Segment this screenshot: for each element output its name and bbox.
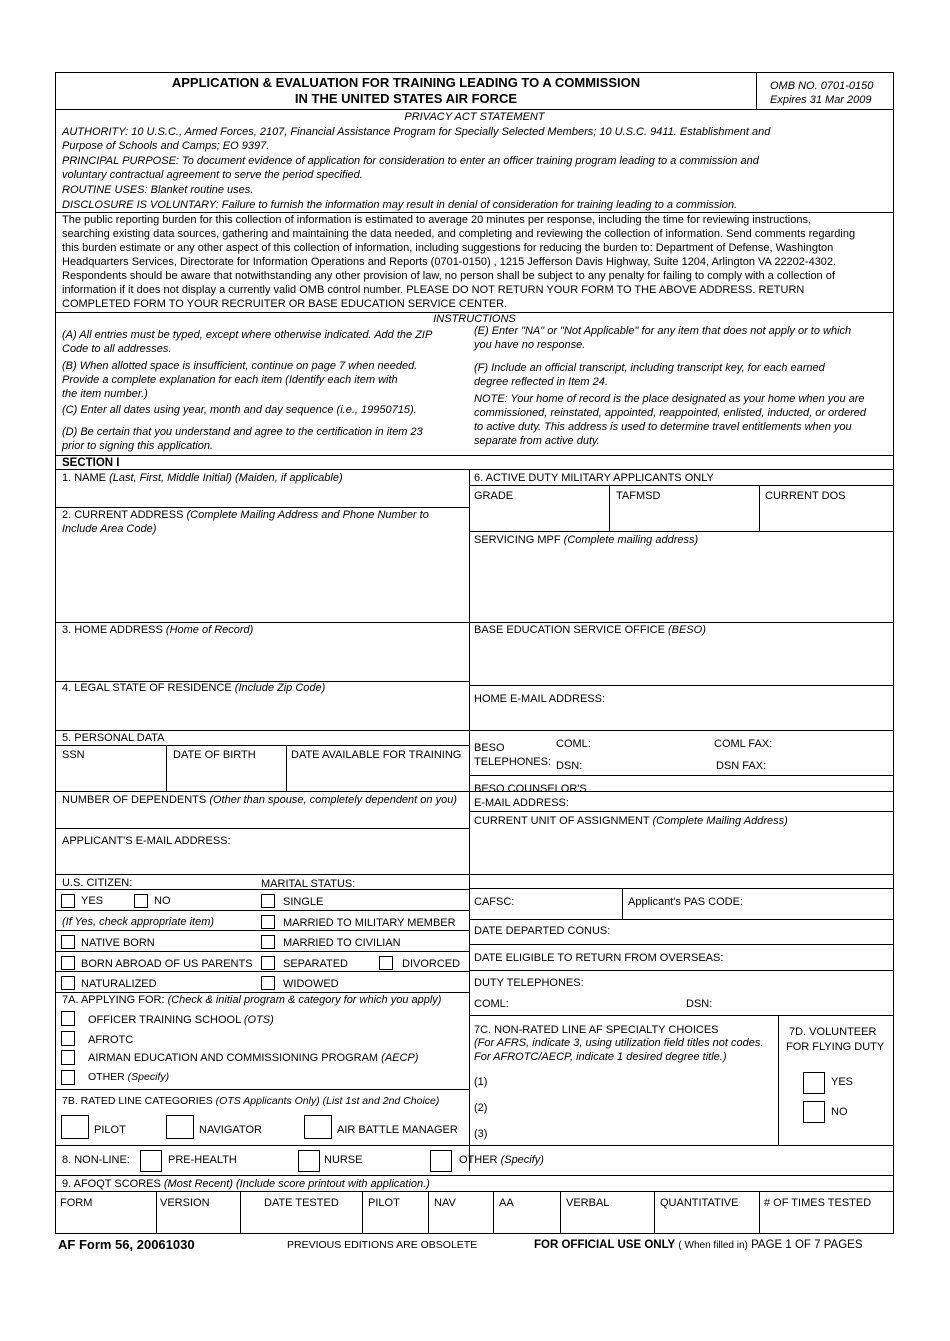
afrotc-label: AFROTC — [88, 1034, 134, 1046]
instruction-note: to active duty. This address is used to determine travel entitlements when you — [474, 421, 852, 433]
married-military-checkbox[interactable] — [261, 915, 275, 929]
single-checkbox[interactable] — [261, 894, 275, 908]
instruction-d: (D) Be certain that you understand and agree to the certification in item 23 — [62, 426, 423, 438]
afrotc-checkbox[interactable] — [61, 1031, 75, 1046]
nurse-checkbox[interactable] — [298, 1150, 320, 1172]
afoqt-nav-header: NAV — [434, 1197, 456, 1209]
flying-duty-yes-checkbox[interactable] — [803, 1072, 825, 1094]
beso-counselor-label-2: E-MAIL ADDRESS: — [474, 797, 569, 809]
afoqt-times-tested-header: # OF TIMES TESTED — [764, 1197, 872, 1209]
duty-coml-label: COML: — [474, 998, 509, 1010]
instruction-note: separate from active duty. — [474, 435, 600, 447]
item7d-label-2: FOR FLYING DUTY — [786, 1041, 885, 1053]
ssn-label: SSN — [62, 749, 85, 761]
afoqt-version-header: VERSION — [160, 1197, 210, 1209]
other-program-checkbox[interactable] — [61, 1070, 75, 1085]
born-abroad-label: BORN ABROAD OF US PARENTS — [81, 958, 253, 970]
aecp-label: AIRMAN EDUCATION AND COMMISSIONING PROGRAM (AECP) — [88, 1052, 419, 1064]
instruction-a: (A) All entries must be typed, except where otherwise indicated. Add the ZIP — [62, 329, 433, 341]
item1-label: 1. NAME (Last, First, Middle Initial) (Maiden, if applicable) — [62, 472, 343, 484]
section-i-heading: SECTION I — [62, 457, 120, 469]
citizen-yes-checkbox[interactable] — [61, 894, 75, 908]
afoqt-verbal-header: VERBAL — [566, 1197, 610, 1209]
citizen-no-checkbox[interactable] — [134, 894, 148, 908]
burden-line: COMPLETED FORM TO YOUR RECRUITER OR BASE EDUCATION SERVICE CENTER. — [62, 298, 508, 310]
single-label: SINGLE — [283, 896, 324, 908]
beso-dsn-label: DSN: — [556, 760, 583, 772]
burden-line: this burden estimate or any other aspect of this collection of information, including suggestions for reducing the burden to: Department of Defense, Washington — [62, 242, 834, 254]
aecp-checkbox[interactable] — [61, 1050, 75, 1065]
beso-coml-fax-label: COML FAX: — [714, 738, 773, 750]
previous-editions-note: PREVIOUS EDITIONS ARE OBSOLETE — [287, 1239, 478, 1251]
beso-dsn-fax-label: DSN FAX: — [716, 760, 767, 772]
instruction-b: (B) When allotted space is insufficient, continue on page 7 when needed. — [62, 360, 418, 372]
duty-dsn-label: DSN: — [686, 998, 713, 1010]
marital-status-label: MARITAL STATUS: — [261, 878, 356, 890]
item2-label: 2. CURRENT ADDRESS (Complete Mailing Address and Phone Number to — [62, 509, 429, 521]
item7b-label: 7B. RATED LINE CATEGORIES (OTS Applicants Only) (List 1st and 2nd Choice) — [62, 1095, 440, 1107]
other-nonline-checkbox[interactable] — [430, 1150, 452, 1172]
separated-label: SEPARATED — [283, 958, 348, 970]
instruction-c: (C) Enter all dates using year, month and day sequence (i.e., 19950715). — [62, 404, 417, 416]
applicant-email-label: APPLICANT'S E-MAIL ADDRESS: — [62, 835, 231, 847]
navigator-choice-box[interactable] — [166, 1115, 194, 1139]
form-title-line1: APPLICATION & EVALUATION FOR TRAINING LEADING TO A COMMISSION — [171, 75, 641, 90]
dependents-label: NUMBER OF DEPENDENTS (Other than spouse, completely dependent on you) — [62, 794, 457, 806]
flying-duty-yes-label: YES — [831, 1076, 854, 1088]
afoqt-form-header: FORM — [60, 1197, 93, 1209]
instruction-a: Code to all addresses. — [62, 343, 172, 355]
cafsc-label: CAFSC: — [474, 896, 515, 908]
afoqt-pilot-header: PILOT — [368, 1197, 400, 1209]
instruction-d: prior to signing this application. — [62, 440, 214, 452]
us-citizen-label: U.S. CITIZEN: — [62, 877, 133, 889]
naturalized-label: NATURALIZED — [81, 978, 157, 990]
item5-label: 5. PERSONAL DATA — [62, 732, 165, 744]
omb-expiration: Expires 31 Mar 2009 — [770, 94, 872, 106]
married-military-label: MARRIED TO MILITARY MEMBER — [283, 917, 456, 929]
dob-label: DATE OF BIRTH — [173, 749, 256, 761]
form-identifier: AF Form 56, 20061030 — [58, 1237, 195, 1252]
pre-health-label: PRE-HEALTH — [168, 1154, 237, 1166]
item4-label: 4. LEGAL STATE OF RESIDENCE (Include Zip Code) — [62, 682, 326, 694]
born-abroad-checkbox[interactable] — [61, 956, 75, 970]
instruction-note: commissioned, reinstated, appointed, reappointed, enlisted, inducted, or ordered — [474, 407, 866, 419]
privacy-disclosure: DISCLOSURE IS VOLUNTARY: Failure to furnish the information may result in denial of consideration for training leading to a commission. — [62, 199, 738, 211]
flying-duty-no-checkbox[interactable] — [803, 1101, 825, 1123]
beso-counselor-label-1: BESO COUNSELOR'S — [474, 783, 587, 795]
item7d-label-1: 7D. VOLUNTEER — [789, 1026, 877, 1038]
married-civilian-label: MARRIED TO CIVILIAN — [283, 937, 401, 949]
pas-code-label: Applicant's PAS CODE: — [628, 896, 743, 908]
beso-telephones-label-2: TELEPHONES: — [474, 756, 552, 768]
widowed-checkbox[interactable] — [261, 976, 275, 990]
instructions-heading: INSTRUCTIONS — [433, 313, 516, 325]
privacy-routine-uses: ROUTINE USES: Blanket routine uses. — [62, 184, 254, 196]
beso-coml-label: COML: — [556, 738, 591, 750]
omb-number: OMB NO. 0701-0150 — [770, 80, 874, 92]
divorced-checkbox[interactable] — [379, 956, 393, 970]
other-program-label: OTHER (Specify) — [88, 1071, 170, 1083]
native-born-checkbox[interactable] — [61, 935, 75, 949]
widowed-label: WIDOWED — [283, 978, 339, 990]
duty-telephones-label: DUTY TELEPHONES: — [474, 977, 584, 989]
instruction-f: (F) Include an official transcript, including transcript key, for each earned — [474, 362, 825, 374]
date-available-label: DATE AVAILABLE FOR TRAINING — [291, 749, 462, 761]
header-divider — [756, 73, 757, 109]
navigator-label: NAVIGATOR — [199, 1124, 262, 1136]
instruction-b: the item number.) — [62, 388, 148, 400]
pre-health-checkbox[interactable] — [140, 1150, 162, 1172]
ots-label: OFFICER TRAINING SCHOOL (OTS) — [88, 1014, 274, 1026]
af-form-56 — [55, 72, 894, 1234]
servicing-mpf-label: SERVICING MPF (Complete mailing address) — [474, 534, 699, 546]
citizen-yes-label: YES — [81, 895, 104, 907]
burden-line: information if it does not display a currently valid OMB control number. PLEASE DO NOT RETURN YOUR FORM TO THE ABOVE ADDRESS. RETURN — [62, 284, 805, 296]
privacy-authority-1: AUTHORITY: 10 U.S.C., Armed Forces, 2107, Financial Assistance Program for Specially Selected Members; 10 U.S.C. 9411. Establishment and — [62, 126, 771, 138]
flying-duty-no-label: NO — [831, 1106, 848, 1118]
item8-label: 8. NON-LINE: — [62, 1154, 130, 1166]
tafmsd-label: TAFMSD — [616, 490, 661, 502]
item7a-label: 7A. APPLYING FOR: (Check & initial program & category for which you apply) — [62, 994, 442, 1006]
afoqt-date-tested-header: DATE TESTED — [264, 1197, 339, 1209]
item7c-note-2: For AFROTC/AECP, indicate 1 desired degree title.) — [474, 1051, 727, 1063]
privacy-heading: PRIVACY ACT STATEMENT — [404, 111, 545, 123]
instruction-e: you have no response. — [474, 339, 586, 351]
burden-line: Headquarters Services, Directorate for Information Operations and Reports (0701-0150) , 1215 Jefferson Davis Highway, Suite 1204, Arlington VA 22202-4302. — [62, 256, 837, 268]
item7c-label: 7C. NON-RATED LINE AF SPECIALTY CHOICES — [474, 1024, 719, 1036]
specialty-choice-1-label: (1) — [474, 1076, 488, 1088]
instruction-b: Provide a complete explanation for each item (Identify each item with — [62, 374, 398, 386]
instruction-e: (E) Enter "NA" or "Not Applicable" for any item that does not apply or to which — [474, 325, 852, 337]
privacy-authority-2: Purpose of Schools and Camps; EO 9397. — [62, 140, 270, 152]
if-yes-note: (If Yes, check appropriate item) — [62, 916, 215, 928]
official-use-notice: FOR OFFICIAL USE ONLY ( When filled in) PAGE 1 OF 7 PAGES — [534, 1239, 863, 1251]
home-email-label: HOME E-MAIL ADDRESS: — [474, 693, 606, 705]
instruction-note: NOTE: Your home of record is the place designated as your home when you are — [474, 393, 865, 405]
afoqt-aa-header: AA — [499, 1197, 514, 1209]
instruction-f: degree reflected in Item 24. — [474, 376, 608, 388]
pilot-label: PILOT — [94, 1124, 126, 1136]
burden-line: searching existing data sources, gathering and maintaining the data needed, and completing and reviewing the collection of information. Send comments regarding — [62, 228, 856, 240]
burden-line: The public reporting burden for this collection of information is estimated to average 20 minutes per response, including the time for reviewing instructions, — [62, 214, 811, 226]
item9-label: 9. AFOQT SCORES (Most Recent) (Include score printout with application.) — [62, 1178, 430, 1190]
naturalized-checkbox[interactable] — [61, 976, 75, 990]
item6-label: 6. ACTIVE DUTY MILITARY APPLICANTS ONLY — [474, 472, 714, 484]
separated-checkbox[interactable] — [261, 956, 275, 970]
current-dos-label: CURRENT DOS — [765, 490, 846, 502]
section-divider — [469, 469, 470, 1171]
married-civilian-checkbox[interactable] — [261, 935, 275, 949]
nurse-label: NURSE — [324, 1154, 363, 1166]
divorced-label: DIVORCED — [402, 958, 461, 970]
item3-label: 3. HOME ADDRESS (Home of Record) — [62, 624, 254, 636]
other-nonline-label: OTHER (Specify) — [459, 1154, 544, 1166]
ots-checkbox[interactable] — [61, 1011, 75, 1026]
beso-label: BASE EDUCATION SERVICE OFFICE (BESO) — [474, 624, 706, 636]
item7c-note-1: (For AFRS, indicate 3, using utilization field titles not codes. — [474, 1037, 764, 1049]
specialty-choice-3-label: (3) — [474, 1128, 488, 1140]
pilot-choice-box[interactable] — [61, 1115, 89, 1139]
specialty-choice-2-label: (2) — [474, 1102, 488, 1114]
air-battle-manager-label: AIR BATTLE MANAGER — [337, 1124, 458, 1136]
privacy-purpose-2: voluntary contractual agreement to serve the period specified. — [62, 169, 363, 181]
burden-line: Respondents should be aware that notwithstanding any other provision of law, no person shall be subject to any penalty for failing to comply with a collection of — [62, 270, 835, 282]
citizen-no-label: NO — [154, 895, 171, 907]
date-departed-conus-label: DATE DEPARTED CONUS: — [474, 925, 611, 937]
item2-note: Include Area Code) — [62, 523, 157, 535]
date-eligible-return-label: DATE ELIGIBLE TO RETURN FROM OVERSEAS: — [474, 952, 724, 964]
native-born-label: NATIVE BORN — [81, 937, 155, 949]
beso-telephones-label-1: BESO — [474, 742, 505, 754]
air-battle-manager-choice-box[interactable] — [304, 1115, 332, 1139]
form-title-line2: IN THE UNITED STATES AIR FORCE — [294, 91, 518, 106]
grade-label: GRADE — [474, 490, 514, 502]
privacy-purpose-1: PRINCIPAL PURPOSE: To document evidence of application for consideration to enter an officer training program leading to a commission and — [62, 155, 759, 167]
current-unit-label: CURRENT UNIT OF ASSIGNMENT (Complete Mailing Address) — [474, 815, 788, 827]
afoqt-quantitative-header: QUANTITATIVE — [660, 1197, 739, 1209]
